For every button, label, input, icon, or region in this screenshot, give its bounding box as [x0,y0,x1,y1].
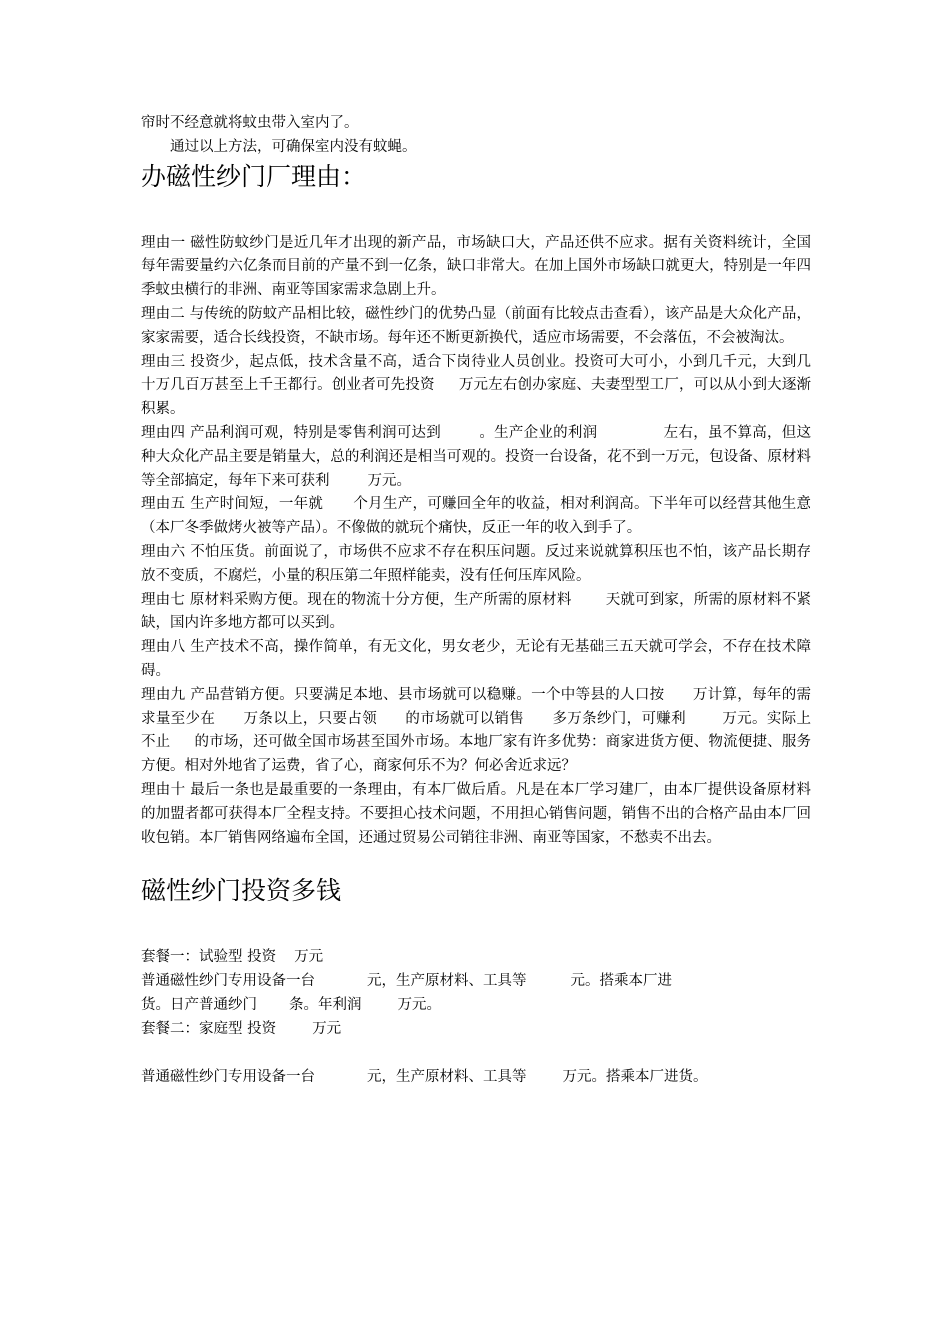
package-invest-unit: 万元 [294,949,324,966]
reason-7 [141,589,811,637]
reason-label: 理由一 [141,234,186,251]
reason-text: 万元左右创办家庭、夫妻型型工厂，可以从小到大逐渐积累。 [141,377,812,418]
heading-investment: 磁性纱门投资多钱 [141,876,342,906]
reason-label: 理由二 [141,305,185,322]
package-text: 元。搭乘本厂进 [570,973,672,990]
reason-text: 与传统的防蚊产品相比较，磁性纱门的优势凸显（前面有比较点击查看），该产品是大众化产品，家家需要，适合长线投资，不缺市场。每年还不断更新换代，适应市场需要，不会落伍，不会被淘汰。 [141,305,812,346]
reason-label: 理由四 [141,424,186,441]
reason-label: 理由十 [141,781,186,798]
reason-8 [141,636,811,684]
package-name: 套餐二：家庭型 [141,1020,243,1037]
reason-text: 万条以上，只要占领 [243,710,378,727]
reason-text: 的市场就可以销售 [405,710,525,727]
reason-text: 。生产企业的利润 [479,424,598,441]
reason-text: 万计算，每年的需求量至少在 [141,686,812,727]
reason-label: 理由六 [141,543,186,560]
reason-label: 理由九 [141,686,186,703]
package-1-title [141,946,811,970]
reason-6 [141,541,811,589]
reason-2 [141,303,811,351]
package-text: 普通磁性纱门专用设备一台 [141,973,315,990]
reason-3 [141,351,811,422]
reason-text: 万元。实际上不止 [141,710,812,751]
reason-text: 产品利润可观，特别是零售利润可达到 [190,424,442,441]
package-text: 万元。搭乘本厂进货。 [562,1068,708,1085]
package-invest-label: 投资 [247,949,277,966]
reason-text: 磁性防蚊纱门是近几年才出现的新产品，市场缺口大，产品还供不应求。据有关资料统计，全国每年需要量约六亿条而目前的产量不到一亿条，缺口非常大。在加上国外市场缺口就更大，特别是一年四季蚊虫横行的非洲、南亚等国家需求急剧上升。 [141,234,812,299]
package-1-line-1 [141,970,811,994]
package-text: 元，生产原材料、工具等 [367,1068,527,1085]
package-2-title [141,1018,811,1042]
reason-5 [141,493,811,541]
reason-text: 投资少，起点低，技术含量不高，适合下岗待业人员创业。投资可大可小，小到几千元，大到几十万几百万甚至上千王都行。创业者可先投资 [141,353,812,394]
reason-1 [141,232,811,303]
reason-text: 个月生产，可赚回全年的收益，相对利润高。下半年可以经营其他生意（本厂冬季做烤火被等产品）。不像做的就玩个痛快，反正一年的收入到手了。 [141,496,812,537]
reason-text: 产品营销方便。只要满足本地、县市场就可以稳赚。一个中等县的人口按 [190,686,665,703]
package-text: 万元。 [397,996,441,1013]
reason-text: 的市场，还可做全国市场甚至国外市场。本地厂家有许多优势：商家进货方便、物流便捷、服务方便。相对外地省了运费，省了心，商家何乐不为？何必舍近求远？ [141,734,812,775]
heading-reasons: 办磁性纱门厂理由： [141,161,367,191]
reason-label: 理由三 [141,353,186,370]
package-name: 套餐一：试验型 [141,949,243,966]
package-text: 普通磁性纱门专用设备一台 [141,1068,315,1085]
reason-label: 理由八 [141,639,186,656]
intro-line-2: 通过以上方法，可确保室内没有蚊蝇。 [170,138,417,155]
reason-9 [141,684,811,779]
reason-text: 万元。 [367,472,411,489]
intro-line-1: 帘时不经意就将蚊虫带入室内了。 [141,115,359,131]
package-2-line-1 [141,1066,811,1090]
document-body [141,112,811,1089]
reason-text: 生产技术不高，操作简单，有无文化，男女老少，无论有无基础三五天就可学会，不存在技术障碍。 [141,639,812,679]
package-text: 货。日产普通纱门 [141,996,257,1013]
reason-text: 生产时间短，一年就 [190,496,324,513]
reason-10 [141,779,811,850]
package-text: 条。年利润 [289,996,362,1013]
reason-text: 原材料采购方便。现在的物流十分方便，生产所需的原材料 [189,591,572,608]
reason-text: 不怕压货。前面说了，市场供不应求不存在积压问题。反过来说就算积压也不怕，该产品长期存放不变质，不腐烂，小量的积压第二年照样能卖，没有任何压库风险。 [141,543,812,584]
reason-text: 多万条纱门，可赚利 [552,710,686,727]
reason-text: 天就可到家，所需的原材料不紧缺，国内许多地方都可以买到。 [141,591,812,632]
package-text: 元，生产原材料、工具等 [367,973,527,990]
package-1-line-2 [141,994,811,1018]
package-invest-label: 投资 [247,1020,277,1037]
reason-text: 左右，虽不算高，但这种大众化产品主要是销量大，总的利润还是相当可观的。投资一台设备，花不到一万元，包设备、原材料等全部搞定，每年下来可获利 [141,424,812,489]
package-invest-unit: 万元 [312,1020,342,1037]
reason-text: 最后一条也是最重要的一条理由，有本厂做后盾。凡是在本厂学习建厂，由本厂提供设备原材料的加盟者都可获得本厂全程支持。不要担心技术问题，不用担心销售问题，销售不出的合格产品由本厂回收包销。本厂销售网络遍布全国，还通过贸易公司销往非洲、南亚等国家，不愁卖不出去。 [141,781,812,846]
reason-4 [141,422,811,493]
reason-label: 理由七 [141,591,186,608]
reason-label: 理由五 [141,496,186,513]
